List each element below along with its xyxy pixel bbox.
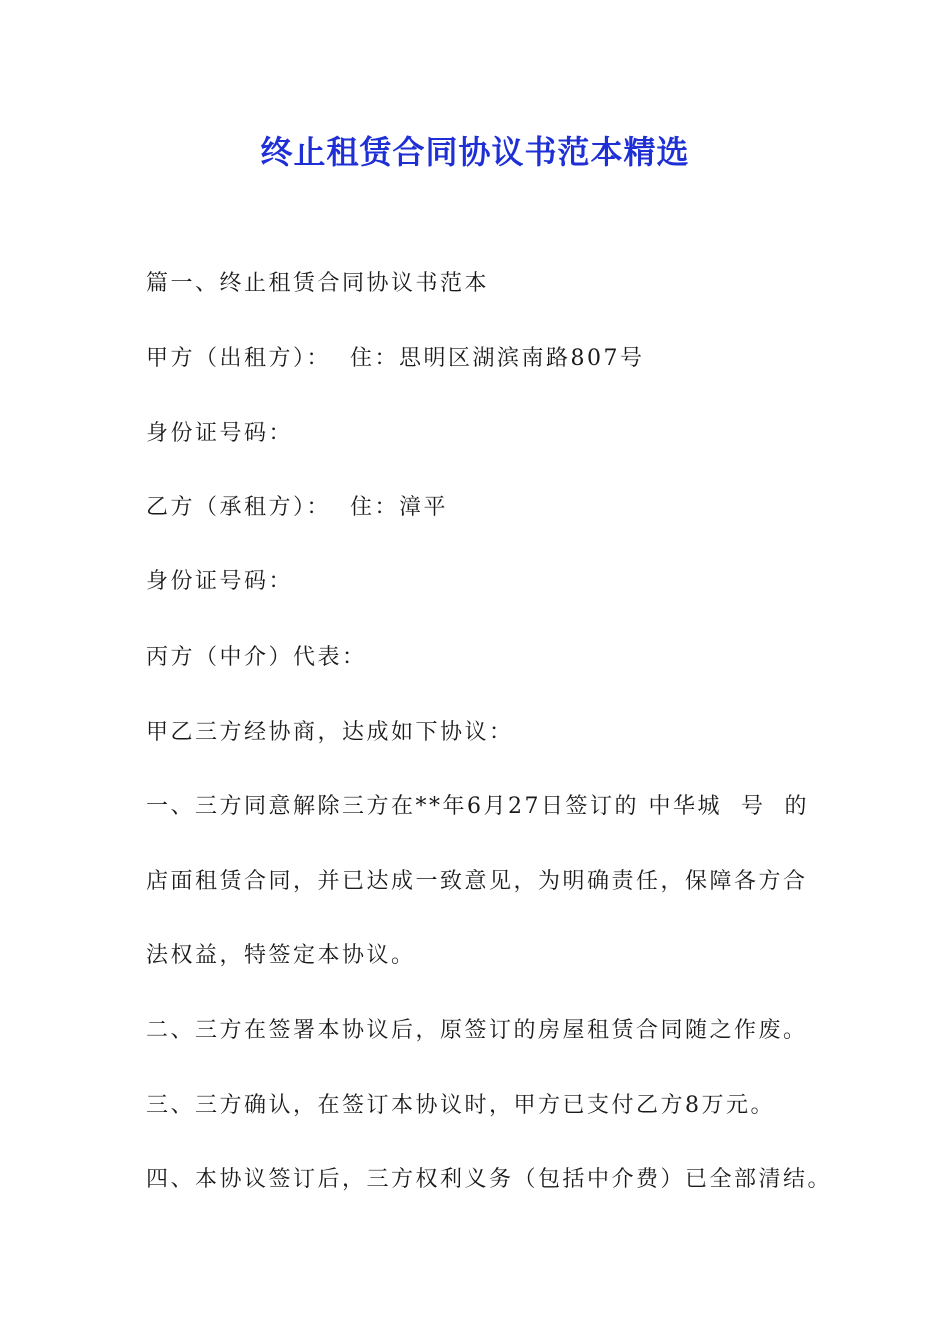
clause-one-line-1: 一、三方同意解除三方在**年6月27日签订的 中华城 号 的 [146,794,809,819]
clause-four-line: 四、本协议签订后，三方权利义务（包括中介费）已全部清结。 [146,1167,833,1192]
clause-one-line-3: 法权益，特签定本协议。 [146,943,416,968]
party-a-line: 甲方（出租方）： 住：思明区湖滨南路807号 [146,346,645,371]
agreement-intro-line: 甲乙三方经协商，达成如下协议： [146,720,514,745]
section-heading: 篇一、终止租赁合同协议书范本 [146,271,490,296]
party-b-line: 乙方（承租方）： 住：漳平 [146,495,448,520]
clause-two-line: 二、三方在签署本协议后，原签订的房屋租赁合同随之作废。 [146,1018,808,1043]
party-b-id-line: 身份证号码： [146,569,294,594]
clause-three-line: 三、三方确认，在签订本协议时，甲方已支付乙方8万元。 [146,1093,775,1118]
document-title: 终止租赁合同协议书范本精选 [260,133,690,171]
party-a-id-line: 身份证号码： [146,421,294,446]
party-c-line: 丙方（中介）代表： [146,645,367,670]
clause-one-line-2: 店面租赁合同，并已达成一致意见，为明确责任，保障各方合 [146,869,808,894]
